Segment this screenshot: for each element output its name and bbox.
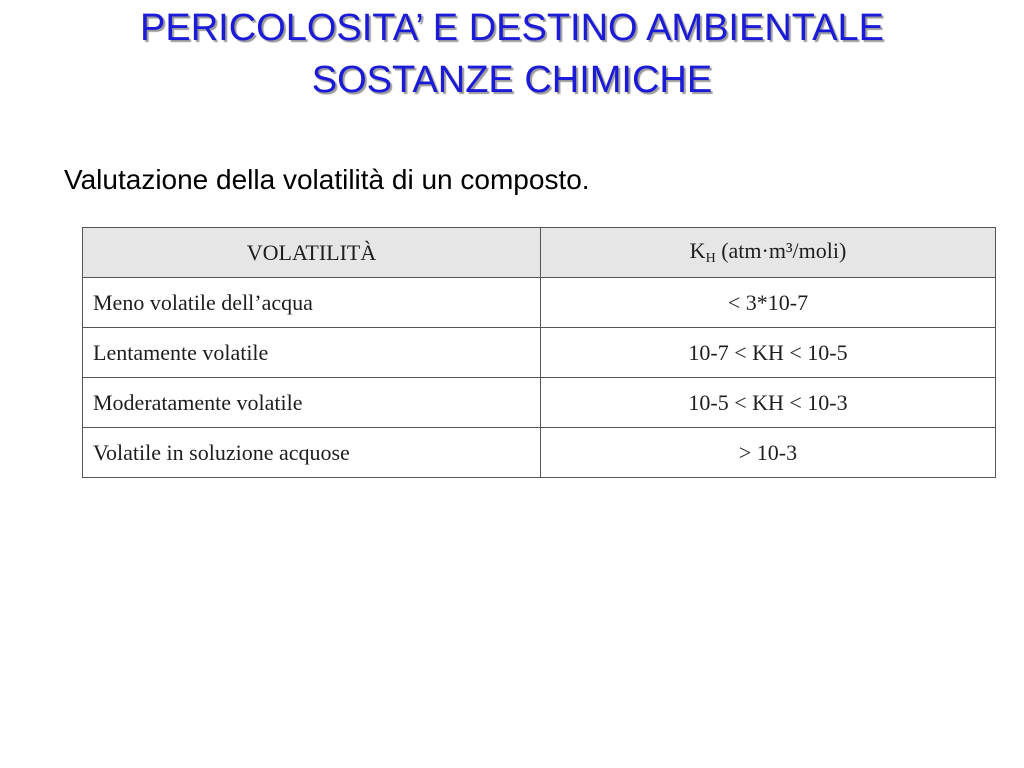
slide-title-line-2: SOSTANZE CHIMICHE [311, 59, 713, 101]
row-label: Meno volatile dell’acqua [83, 278, 541, 328]
header-volatility: VOLATILITÀ [83, 228, 541, 278]
row-label: Lentamente volatile [83, 328, 541, 378]
volatility-table [82, 227, 996, 478]
row-label: Moderatamente volatile [83, 378, 541, 428]
slide-title-line-1: PERICOLOSITA’ E DESTINO AMBIENTALE [140, 7, 884, 49]
row-label: Volatile in soluzione acquose [83, 428, 541, 478]
slide-subtitle: Valutazione della volatilità di un composto. [64, 164, 590, 195]
table-header-row [83, 228, 996, 278]
header-kh [541, 228, 996, 278]
row-value: 10-7 < KH < 10-5 [541, 328, 996, 378]
table-row [83, 378, 996, 428]
row-value: 10-5 < KH < 10-3 [541, 378, 996, 428]
table-row [83, 278, 996, 328]
row-value: > 10-3 [541, 428, 996, 478]
header-kh-main: K [689, 238, 706, 263]
table-row [83, 428, 996, 478]
header-kh-subscript: H [705, 251, 716, 266]
table-row [83, 328, 996, 378]
row-value: < 3*10-7 [541, 278, 996, 328]
header-kh-units: (atm·m³/moli) [715, 238, 847, 263]
volatility-table-container [82, 227, 996, 475]
slide-title [0, 2, 1024, 106]
